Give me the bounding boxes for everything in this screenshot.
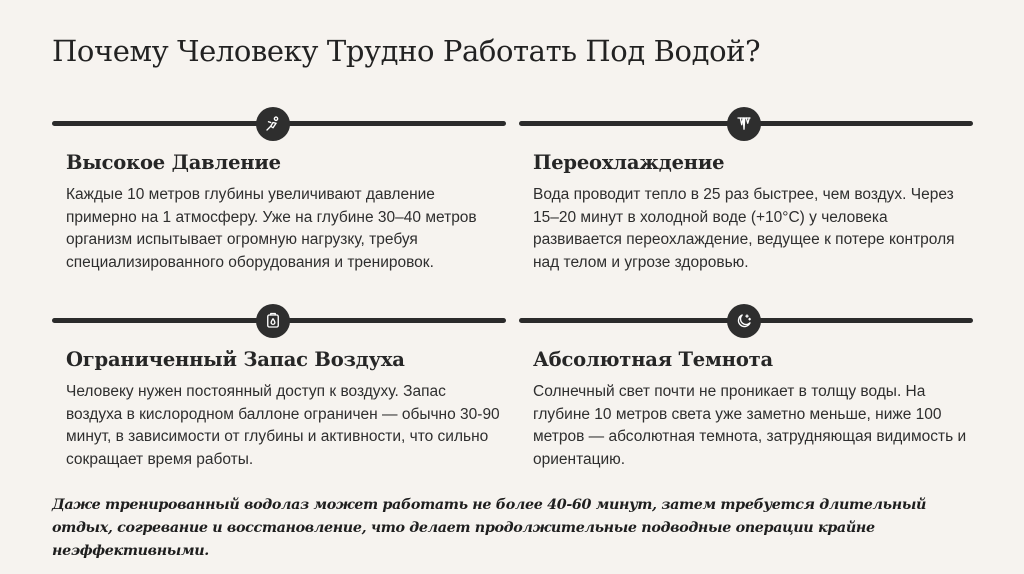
card-title: Абсолютная Темнота — [533, 348, 773, 371]
card-description: Каждые 10 метров глубины увеличивают давление примерно на 1 атмосферу. Уже на глубине 30–40 метров организм испытывает огромную нагрузку, требуя специализированного оборудования и тренировок. — [66, 186, 477, 271]
card-description: Вода проводит тепло в 25 раз быстрее, чем воздух. Через 15–20 минут в холодной воде (+10°C) у человека развивается переохлаждение, ведущее к потере контроля над телом и угрозе здоровью. — [533, 186, 955, 271]
slide-title: Почему Человеку Трудно Работать Под Водой? — [52, 34, 761, 68]
diver-icon — [256, 107, 290, 141]
card-title: Высокое Давление — [66, 151, 281, 174]
icicle-icon — [727, 107, 761, 141]
footer-note: Даже тренированный водолаз может работать не более 40-60 минут, затем требуется длительный отдых, согревание и восстановление, что делает продолжительные подводные операции крайне неэффективными. — [52, 497, 927, 559]
card-title: Переохлаждение — [533, 151, 725, 174]
air-tank-icon — [256, 304, 290, 338]
card-description: Человеку нужен постоянный доступ к воздуху. Запас воздуха в кислородном баллоне ограничен — обычно 30-90 минут, в зависимости от глубины и активности, что сильно сокращает время работы. — [66, 383, 500, 468]
card-description: Солнечный свет почти не проникает в толщу воды. На глубине 10 метров света уже заметно меньше, ниже 100 метров — абсолютная темнота, затрудняющая видимость и ориентацию. — [533, 383, 967, 468]
moon-stars-icon — [727, 304, 761, 338]
card-title: Ограниченный Запас Воздуха — [66, 348, 405, 371]
